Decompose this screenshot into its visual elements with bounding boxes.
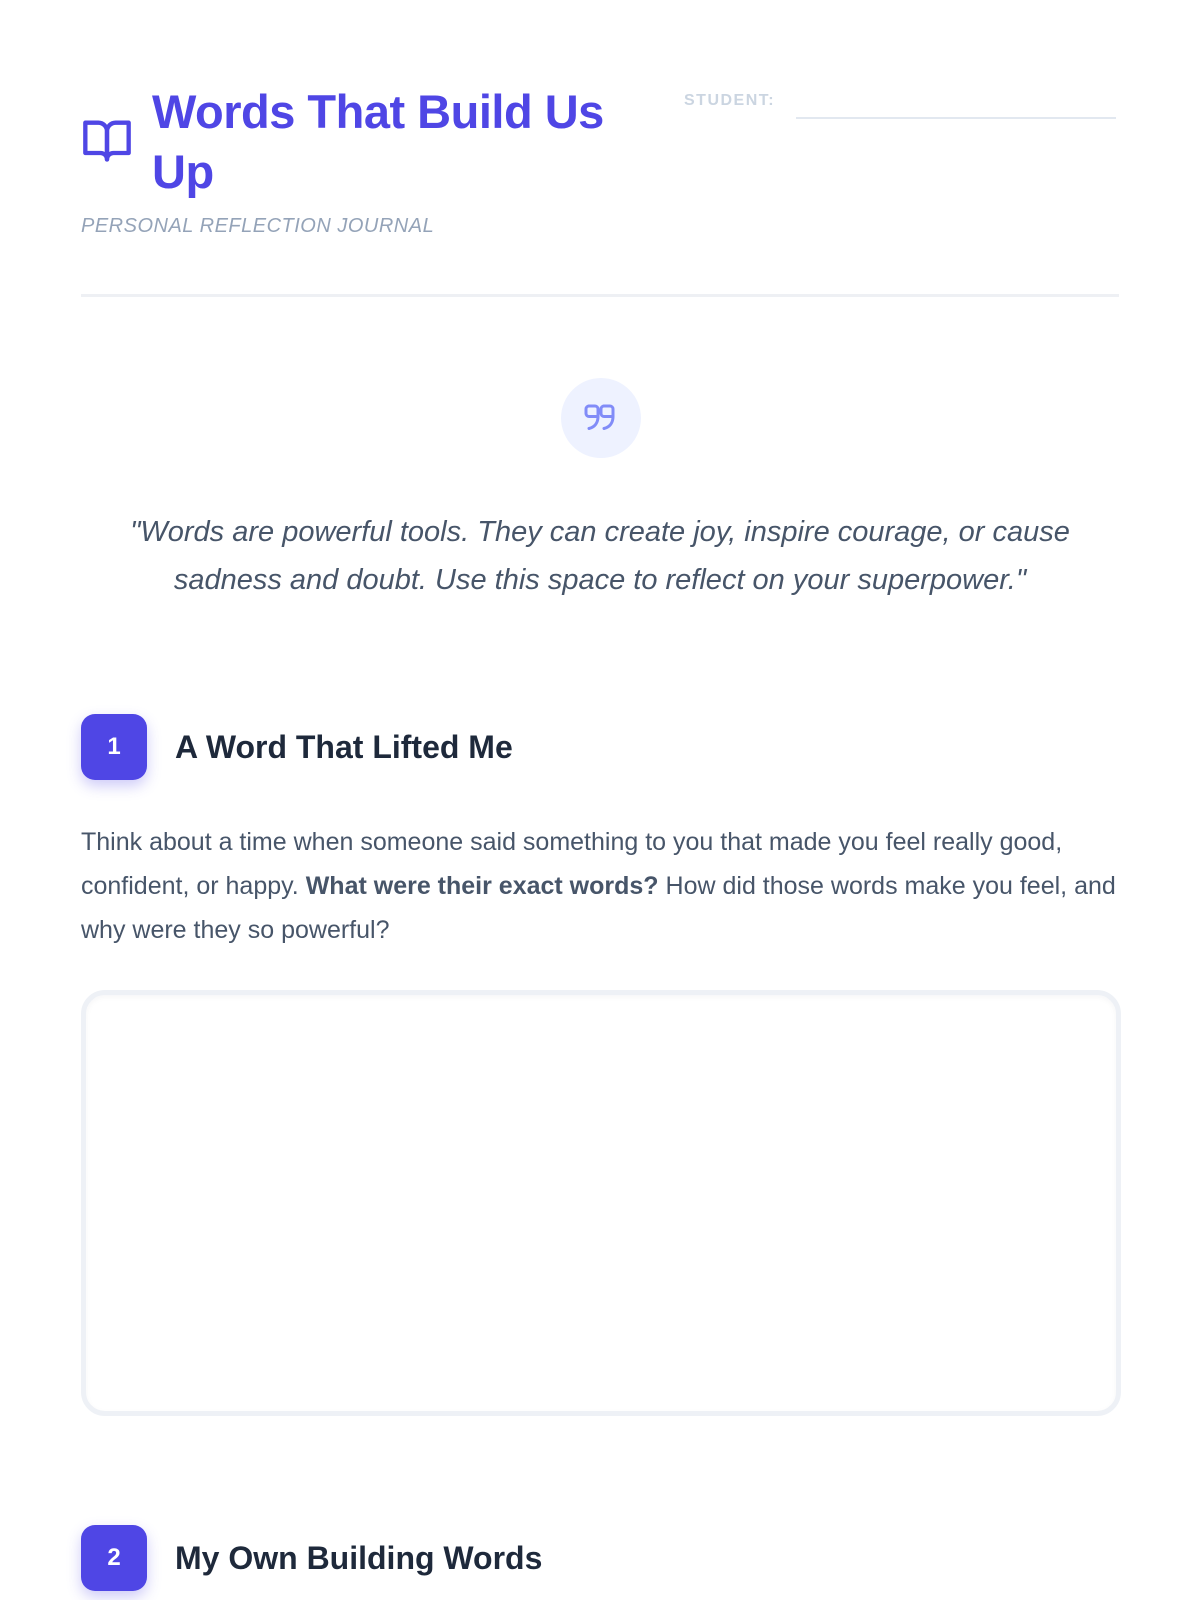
title-block — [81, 82, 632, 202]
prompt-text: Think about a time when someone said something to you that made you feel really good, confident, or happy. — [81, 828, 1063, 900]
prompt-text: How did those words make you feel, and why were they so powerful? — [81, 872, 1116, 944]
page-title: Words That Build Us Up — [152, 85, 604, 198]
intro-quote: "Words are powerful tools. They can create joy, inspire courage, or cause sadness and doubt. Use this space to reflect on your superpower." — [130, 516, 1070, 596]
quote-icon — [583, 400, 619, 436]
section-2-header — [81, 1525, 542, 1591]
open-book-icon — [81, 114, 133, 166]
section-title: A Word That Lifted Me — [175, 728, 513, 765]
section-1-prompt — [81, 820, 1121, 952]
section-1-answer-box[interactable] — [81, 990, 1121, 1416]
quote-badge — [561, 378, 641, 458]
student-name-field[interactable] — [796, 90, 1116, 119]
section-1-header — [81, 714, 513, 780]
section-title: My Own Building Words — [175, 1539, 543, 1576]
student-field-group — [684, 90, 1116, 119]
section-number-badge: 1 — [81, 714, 147, 780]
page-header — [81, 0, 1119, 297]
section-number-badge: 2 — [81, 1525, 147, 1591]
page-subtitle: PERSONAL REFLECTION JOURNAL — [81, 215, 435, 237]
prompt-emphasis: What were their exact words? — [305, 872, 659, 900]
student-label: STUDENT: — [684, 92, 776, 109]
